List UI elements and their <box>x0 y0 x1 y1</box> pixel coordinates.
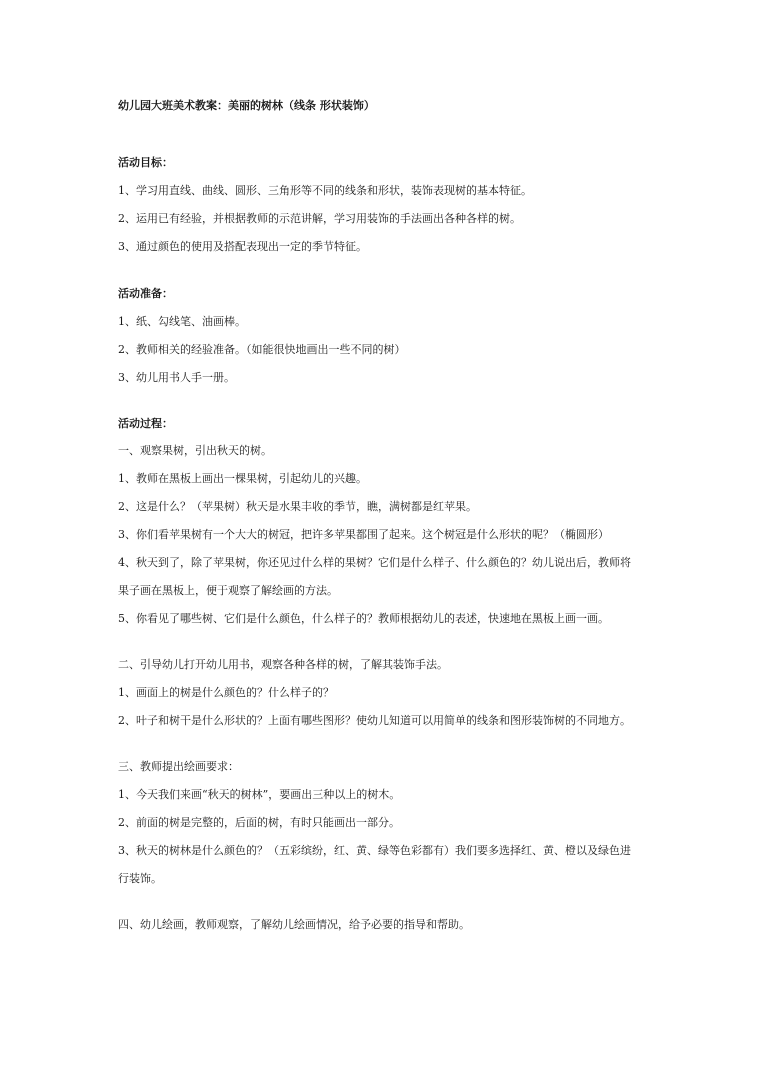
goal-item: 3、通过颜色的使用及搭配表现出一定的季节特征。 <box>118 240 367 253</box>
process-part-title: 二、引导幼儿打开幼儿用书，观察各种各样的树，了解其装饰手法。 <box>118 658 448 671</box>
section-heading-process: 活动过程： <box>118 417 173 430</box>
process-item: 2、前面的树是完整的，后面的树，有时只能画出一部分。 <box>118 816 400 829</box>
process-item: 2、这是什么？（苹果树）秋天是水果丰收的季节，瞧，满树都是红苹果。 <box>118 500 477 513</box>
process-item: 1、今天我们来画“秋天的树林”，要画出三种以上的树木。 <box>118 788 401 801</box>
goal-item: 2、运用已有经验，并根据教师的示范讲解，学习用装饰的手法画出各种各样的树。 <box>118 212 521 225</box>
process-item: 3、你们看苹果树有一个大大的树冠，把许多苹果都围了起来。这个树冠是什么形状的呢？（椭圆形） <box>118 528 609 541</box>
prep-item: 3、幼儿用书人手一册。 <box>118 371 235 384</box>
process-item: 1、教师在黑板上画出一棵果树，引起幼儿的兴趣。 <box>118 472 367 485</box>
process-part-title: 四、幼儿绘画，教师观察，了解幼儿绘画情况，给予必要的指导和帮助。 <box>118 918 470 931</box>
document-title: 幼儿园大班美术教案：美丽的树林（线条 形状装饰） <box>118 99 375 112</box>
process-item-continuation: 果子画在黑板上，便于观察了解绘画的方法。 <box>118 584 338 597</box>
prep-item: 2、教师相关的经验准备。（如能很快地画出一些不同的树） <box>118 343 406 356</box>
process-item: 5、你看见了哪些树、它们是什么颜色，什么样子的？教师根据幼儿的表述，快速地在黑板上画一画。 <box>118 612 609 625</box>
prep-item: 1、纸、勾线笔、油画棒。 <box>118 315 246 328</box>
process-item: 3、秋天的树林是什么颜色的？（五彩缤纷，红、黄、绿等色彩都有）我们要多选择红、黄、橙以及绿色进 <box>118 844 631 857</box>
section-heading-prep: 活动准备： <box>118 287 173 300</box>
process-item: 1、画面上的树是什么颜色的？什么样子的？ <box>118 686 334 699</box>
process-part-title: 三、教师提出绘画要求： <box>118 760 239 773</box>
process-item: 2、叶子和树干是什么形状的？上面有哪些图形？使幼儿知道可以用简单的线条和图形装饰树的不同地方。 <box>118 714 631 727</box>
goal-item: 1、学习用直线、曲线、圆形、三角形等不同的线条和形状，装饰表现树的基本特征。 <box>118 184 532 197</box>
process-item: 4、秋天到了，除了苹果树，你还见过什么样的果树？它们是什么样子、什么颜色的？幼儿说出后，教师将 <box>118 556 631 569</box>
process-part-title: 一、观察果树，引出秋天的树。 <box>118 444 272 457</box>
section-heading-goals: 活动目标： <box>118 156 173 169</box>
process-item-continuation: 行装饰。 <box>118 872 162 885</box>
